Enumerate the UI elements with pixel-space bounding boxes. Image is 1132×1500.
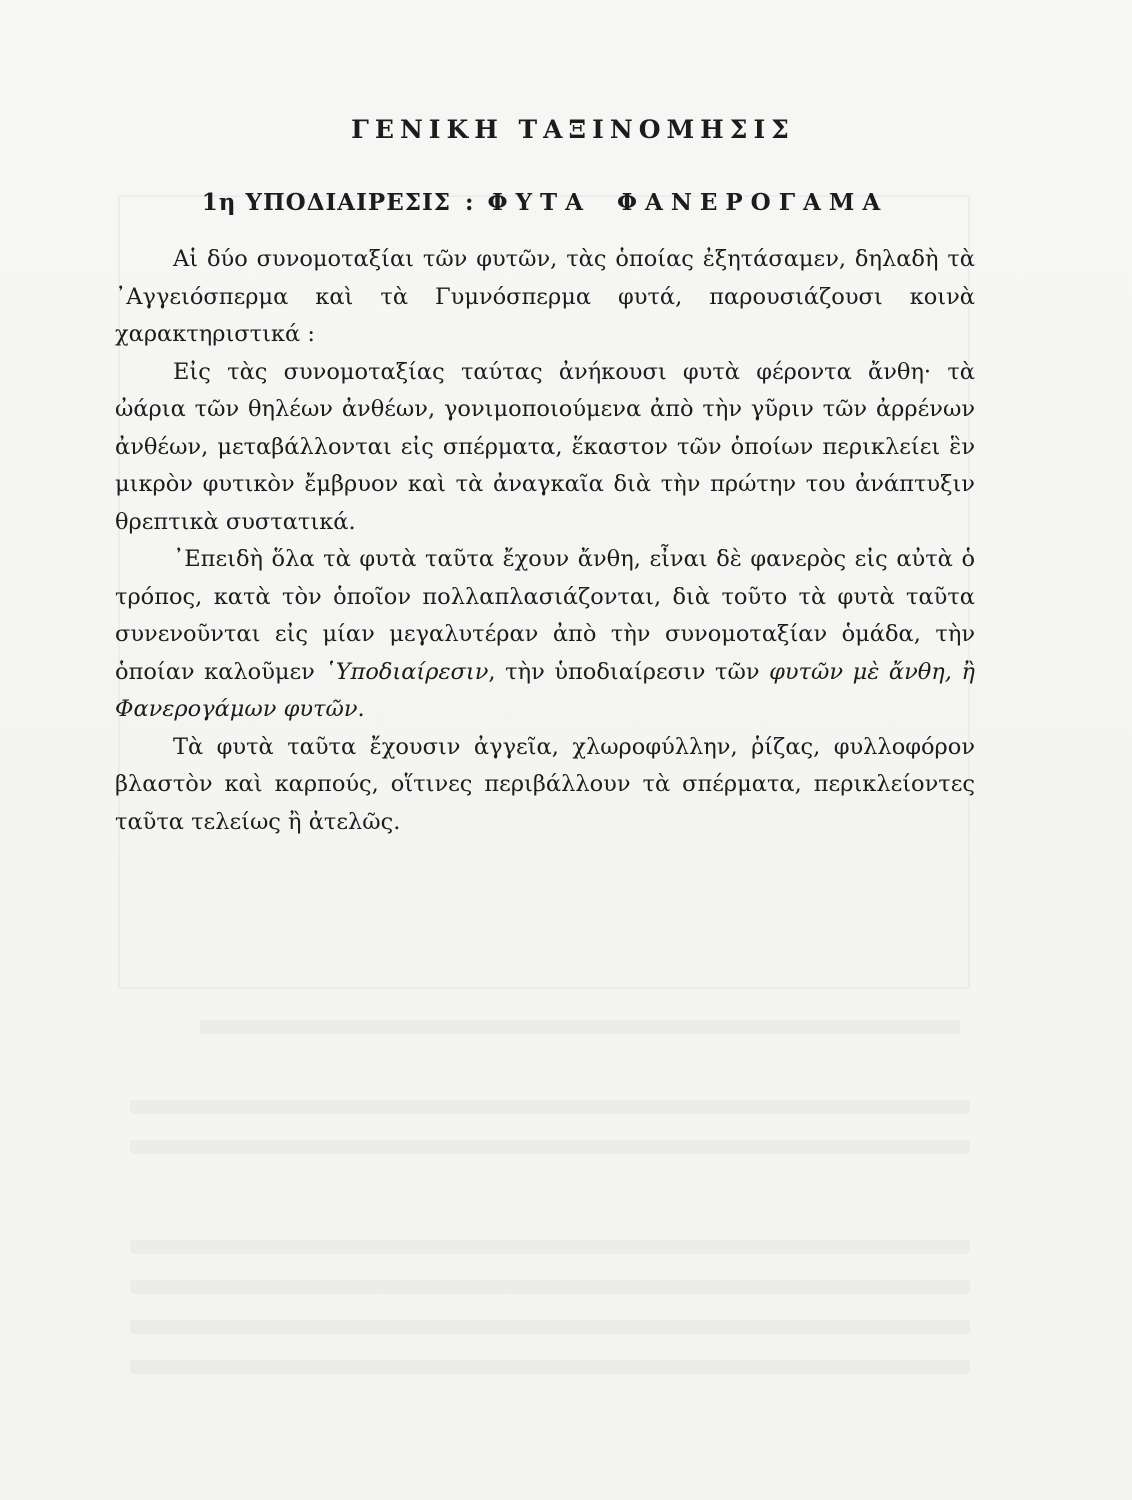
section-subtitle xyxy=(115,183,975,223)
bleed-through-line xyxy=(130,1100,970,1114)
subtitle-prefix: 1η ΥΠΟΔΙΑΙΡΕΣΙΣ xyxy=(201,189,452,216)
bleed-through-line xyxy=(130,1140,970,1154)
paragraph-text: ᾿Επειδὴ ὅλα τὰ φυτὰ ταῦτα ἔχουν ἄνθη, εἶναι δὲ φανερὸς εἰς αὐτὰ ὁ τρόπος, κατὰ τὸν ὁποῖον πολλαπλασιάζονται, διὰ τοῦτο τὰ φυτὰ ταῦτα συνενοῦνται εἰς μίαν μεγαλυτέραν ἀπὸ τὴν συνομοταξίαν ὁμάδα, τὴν ὁποίαν καλοῦμεν xyxy=(115,546,975,685)
subtitle-word: ΦΥΤΑ xyxy=(487,189,591,216)
bleed-through-line xyxy=(130,1280,970,1294)
text-body xyxy=(115,110,975,841)
bleed-through-line xyxy=(130,1240,970,1254)
paragraph xyxy=(115,541,975,729)
subtitle-word: ΦΑΝΕΡΟΓΑΜΑ xyxy=(616,189,889,216)
page-title: ΓΕΝΙΚΗ ΤΑΞΙΝΟΜΗΣΙΣ xyxy=(351,115,795,144)
paragraph: Αἱ δύο συνομοταξίαι τῶν φυτῶν, τὰς ὁποίας ἐξητάσαμεν, δηλαδὴ τὰ ᾿Αγγειόσπερμα καὶ τὰ Γυμνόσπερμα φυτά, παρουσιάζουσι κοινὰ χαρακτηριστικά : xyxy=(115,246,975,347)
paragraph-text: , τὴν ὑποδιαίρεσιν τῶν xyxy=(488,658,770,685)
italic-term: φυτῶν μὲ ἄνθη, ἢ Φανερογάμων φυτῶν xyxy=(115,658,976,722)
bleed-through-line xyxy=(130,1360,970,1374)
bleed-through-line xyxy=(200,1020,960,1034)
paragraph: Τὰ φυτὰ ταῦτα ἔχουσιν ἀγγεῖα, χλωροφύλλην, ῥίζας, φυλλοφόρον βλαστὸν καὶ καρπούς, οἵτινες περιβάλλουν τὰ σπέρματα, περικλείοντες ταῦτα τελείως ἢ ἀτελῶς. xyxy=(115,733,975,835)
paragraph: Εἰς τὰς συνομοταξίας ταύτας ἀνήκουσι φυτὰ φέροντα ἄνθη· τὰ ὠάρια τῶν θηλέων ἀνθέων, γονιμοποιούμενα ἀπὸ τὴν γῦριν τῶν ἀρρένων ἀνθέων, μεταβάλλονται εἰς σπέρματα, ἕκαστον τῶν ὁποίων περικλείει ἓν μικρὸν φυτικὸν ἔμβρυον καὶ τὰ ἀναγκαῖα διὰ τὴν πρώτην του ἀνάπτυξιν θρεπτικὰ συστατικά. xyxy=(115,358,975,535)
paragraph-text: . xyxy=(357,696,365,722)
italic-term: ῾Υποδιαίρεσιν xyxy=(324,658,489,685)
subtitle-separator: : xyxy=(465,189,474,216)
bleed-through-line xyxy=(130,1320,970,1334)
